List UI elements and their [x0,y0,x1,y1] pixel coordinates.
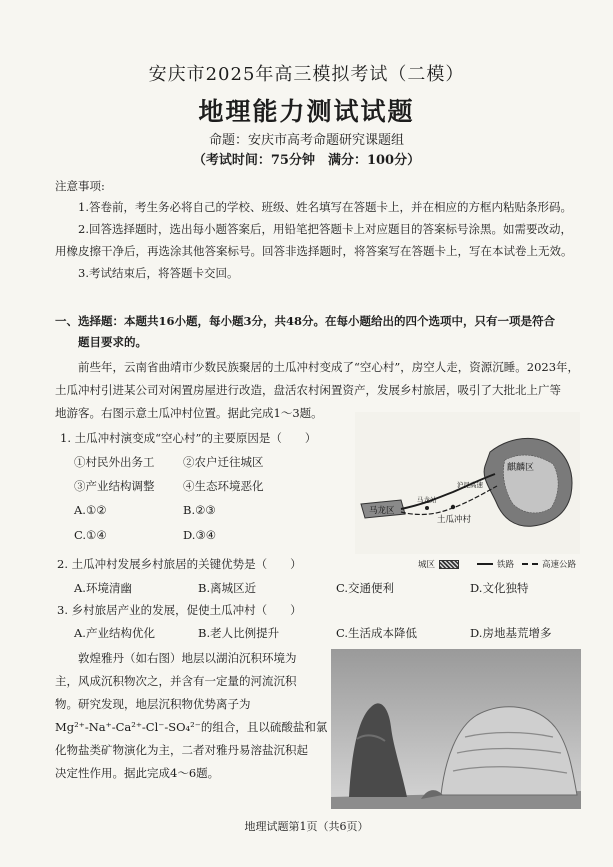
passage2-line: 敦煌雅丹（如右图）地层以湖泊沉积环境为 [78,651,297,665]
q1-statement-1: ①村民外出务工 [74,455,155,469]
question-1-stem: 1. 土瓜冲村演变成“空心村”的主要原因是（ ） [60,431,317,445]
q1-option-c[interactable]: C.①④ [74,528,107,542]
q2-option-d[interactable]: D.文化独特 [470,581,529,595]
legend-city-swatch [439,560,459,569]
village-location-map [355,412,580,554]
q1-statement-4: ④生态环境恶化 [183,479,264,493]
question-2-stem: 2. 土瓜冲村发展乡村旅居的关键优势是（ ） [57,557,302,571]
exam-title: 安庆市2025年高三模拟考试（二模） [148,64,465,85]
section-heading: 一、选择题：本题共16小题，每小题3分，共48分。在每小题给出的四个选项中，只有一项是符合 [55,314,556,328]
map-label-village: 土瓜冲村 [437,515,472,525]
legend-highway-swatch [522,563,538,565]
q3-option-c[interactable]: C.生活成本降低 [336,626,418,640]
q1-statement-3: ③产业结构调整 [74,479,155,493]
map-label-station: 马龙站 [417,496,437,504]
legend-city-label: 城区 [418,560,436,570]
passage-line: 前些年，云南省曲靖市少数民族聚居的土瓜冲村变成了“空心村”，房空人走，资源沉睡。2023年， [78,360,580,374]
passage2-line: 主，风成沉积物次之，并含有一定量的河流沉积 [55,674,297,688]
yardang-photo [331,649,581,809]
passage-line: 土瓜冲村引进某公司对闲置房屋进行改造，盘活农村闲置资产，发展乡村旅居，吸引了大批北上广等 [55,383,561,397]
notes-line: 3.考试结束后，将答题卡交回。 [78,266,239,280]
question-3-stem: 3. 乡村旅居产业的发展，促使土瓜冲村（ ） [57,603,302,617]
passage2-line: 化物盐类矿物演化为主，二者对雅丹易溶盐沉积起 [55,743,308,757]
notes-line: 2.回答选择题时，选出每小题答案后，用铅笔把答题卡上对应题目的答案标号涂黑。如需要改动， [78,222,572,236]
notes-heading: 注意事项: [55,179,105,193]
notes-line: 用橡皮擦干净后，再选涂其他答案标号。回答非选择题时，将答案写在答题卡上，写在本试卷上无效。 [55,244,573,258]
map-label-malong: 马龙区 [369,506,395,516]
passage2-line: 物。研究发现，地层沉积物优势离子为 [55,697,251,711]
q1-option-d[interactable]: D.③④ [183,528,217,542]
passage-line: 地游客。右图示意土瓜冲村位置。据此完成1～3题。 [55,406,323,420]
q1-option-b[interactable]: B.②③ [183,503,216,517]
q2-option-c[interactable]: C.交通便利 [336,581,395,595]
map-label-qilin: 麒麟区 [507,463,535,473]
legend-rail-label: 铁路 [497,560,515,570]
q2-option-a[interactable]: A.环境清幽 [74,581,132,595]
legend-rail-swatch [477,563,493,565]
page-footer: 地理试题第1页（共6页） [244,820,369,833]
q1-statement-2: ②农户迁往城区 [183,455,264,469]
subject-title: 地理能力测试试题 [198,97,415,126]
q2-option-b[interactable]: B.离城区近 [198,581,257,595]
q1-option-a[interactable]: A.①② [74,503,107,517]
time-score: （考试时间：75分钟 满分：100分） [192,153,421,168]
map-label-highway: 沪昆高速 [457,481,483,489]
author-line: 命题：安庆市高考命题研究课题组 [208,133,404,148]
section-heading-cont: 题目要求的。 [78,335,147,349]
map-legend [418,558,576,570]
passage2-line: Mg²⁺-Na⁺-Ca²⁺-Cl⁻-SO₄²⁻的组合，且以硫酸盐和氯 [55,720,328,734]
q3-option-a[interactable]: A.产业结构优化 [74,626,155,640]
passage2-line: 决定性作用。据此完成4～6题。 [55,766,220,780]
notes-line: 1.答卷前，考生务必将自己的学校、班级、姓名填写在答题卡上，并在相应的方框内粘贴条形码。 [78,200,572,214]
q3-option-d[interactable]: D.房地基荒增多 [470,626,552,640]
legend-highway-label: 高速公路 [542,560,577,570]
q3-option-b[interactable]: B.老人比例提升 [198,626,280,640]
